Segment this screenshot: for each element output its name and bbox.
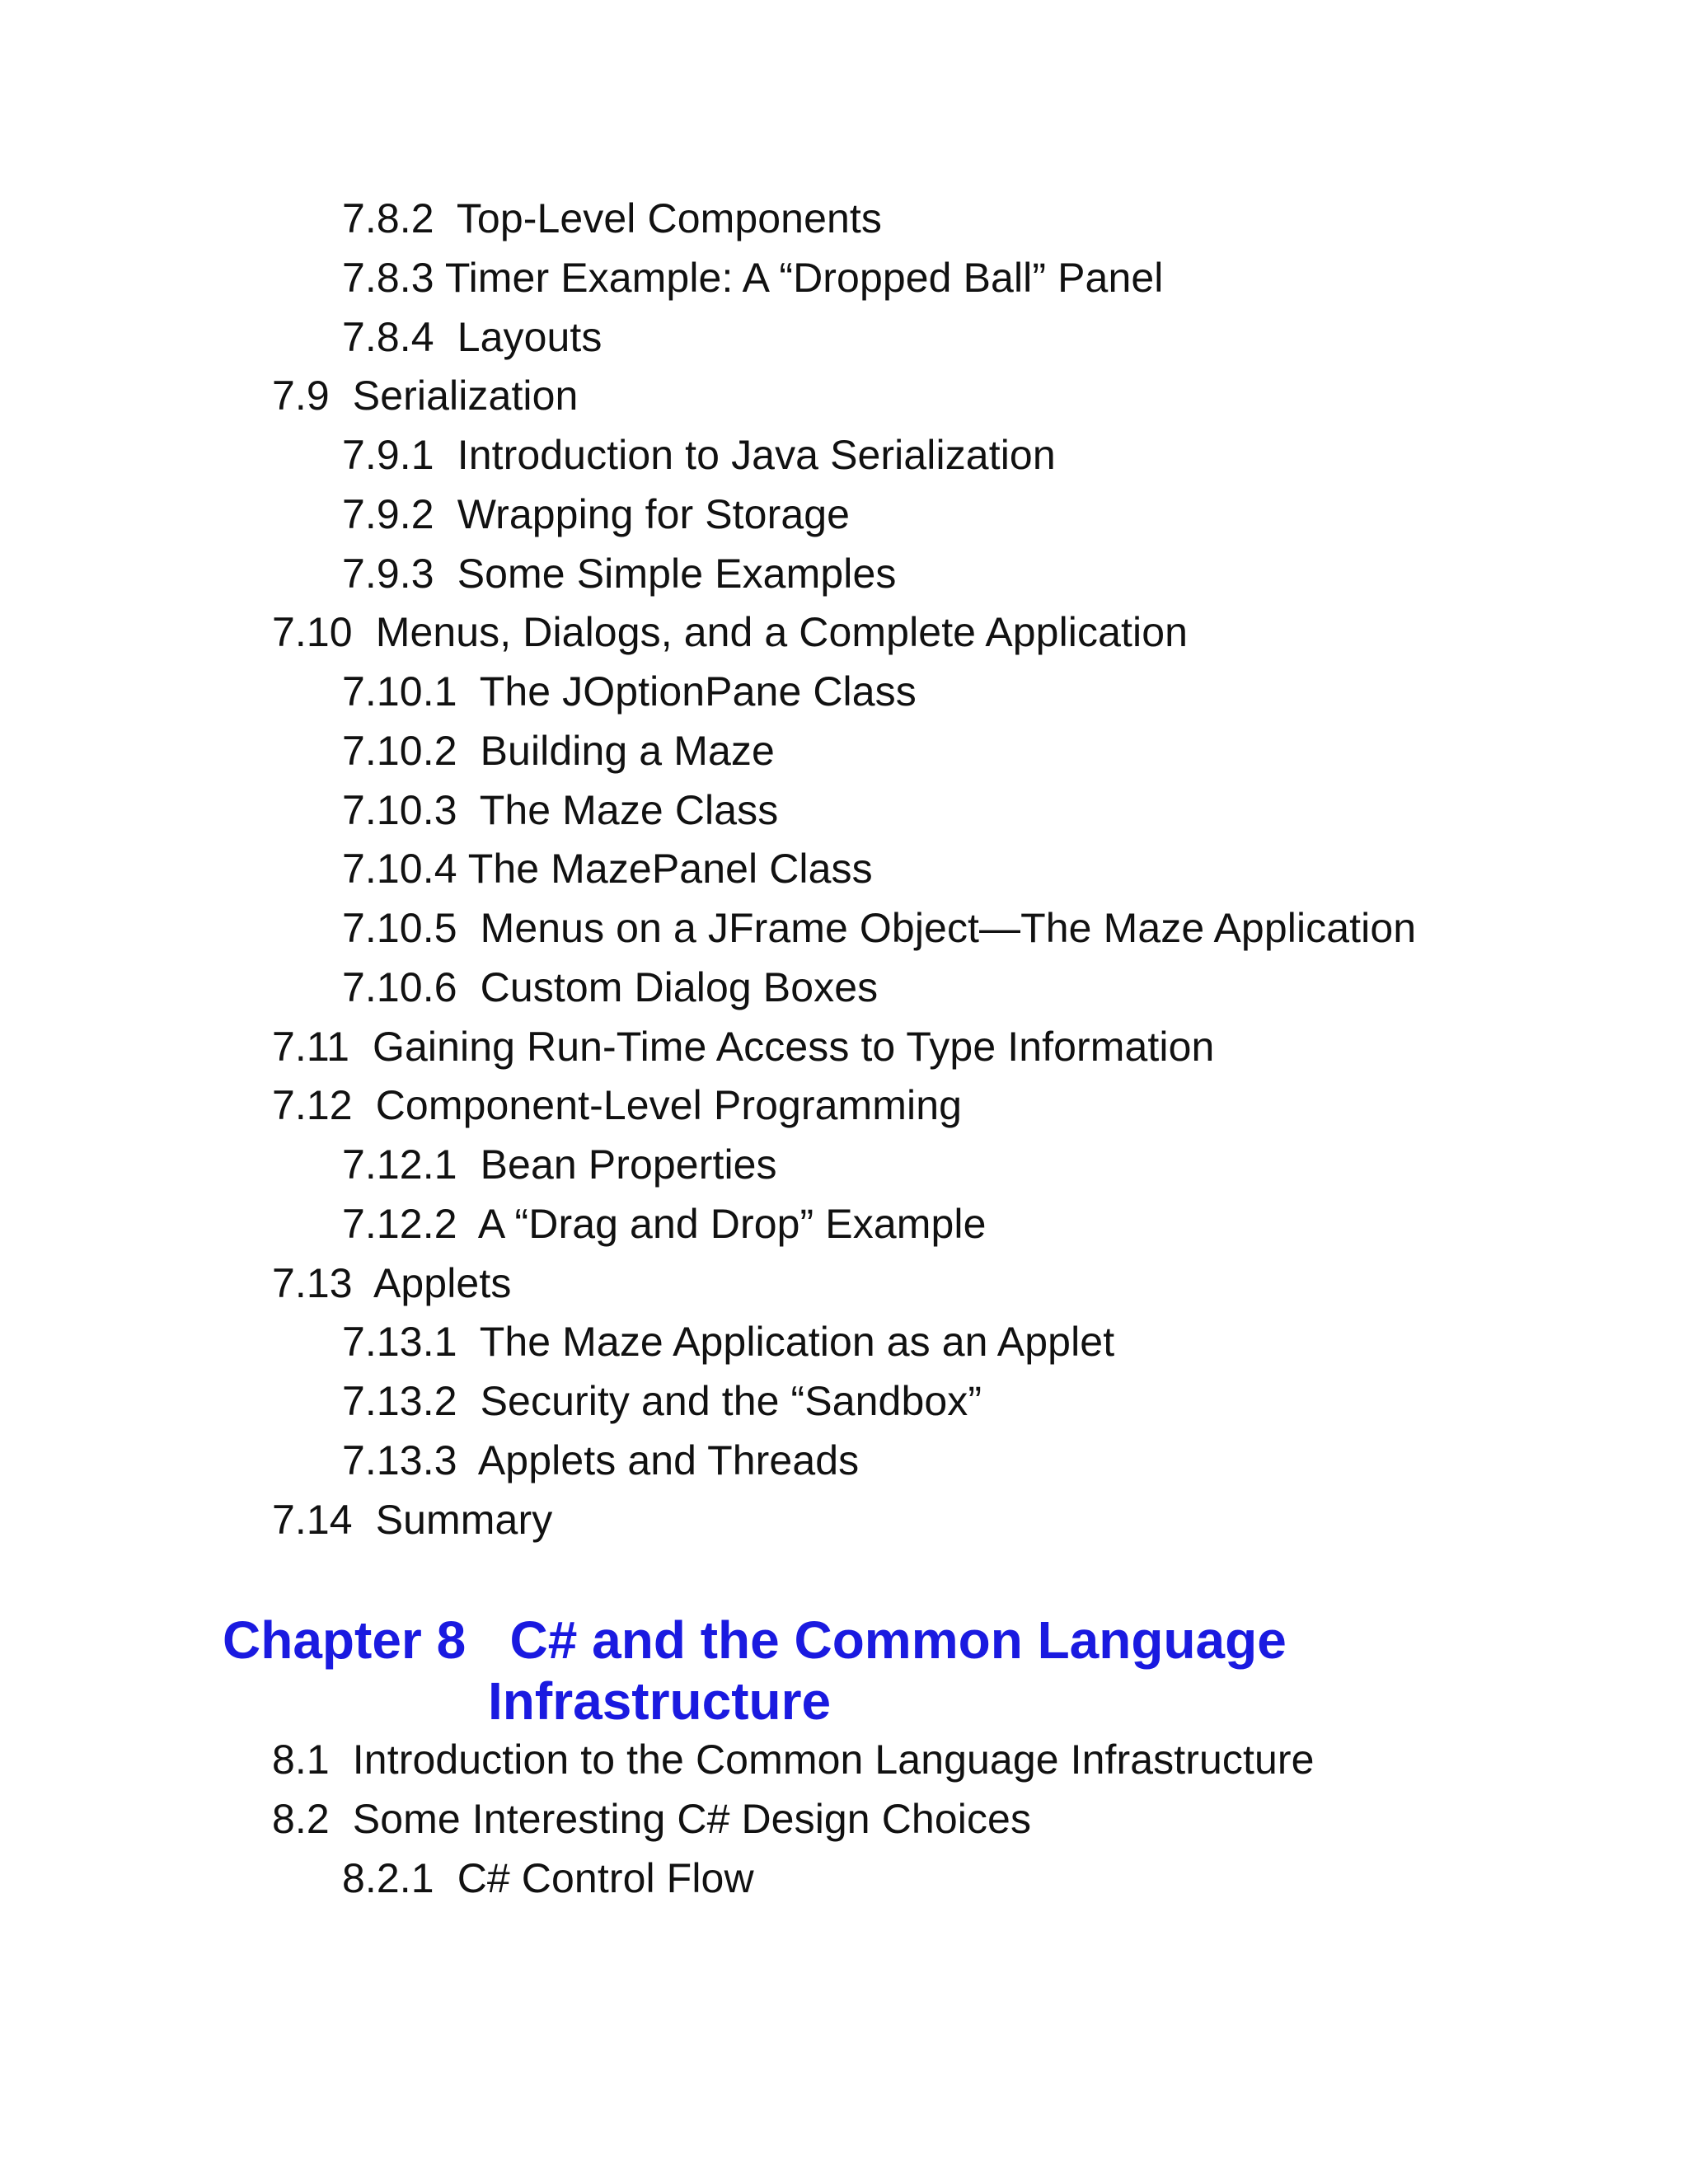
chapter-label: Chapter 8 bbox=[223, 1610, 467, 1670]
toc-entry-number: 7.9.3 bbox=[342, 551, 434, 597]
toc-entry-number: 7.9.1 bbox=[342, 432, 434, 478]
toc-entry-number: 7.10.4 bbox=[342, 846, 457, 892]
toc-entry-title: Building a Maze bbox=[480, 728, 775, 774]
toc-entry-title: Applets bbox=[373, 1260, 512, 1306]
toc-entry-number: 7.12 bbox=[272, 1082, 353, 1128]
toc-entry-number: 7.13.1 bbox=[342, 1319, 457, 1365]
toc-entry-title: Component-Level Programming bbox=[375, 1082, 963, 1128]
toc-entry-number: 7.14 bbox=[272, 1497, 353, 1543]
toc-entry bbox=[342, 726, 775, 776]
toc-entry bbox=[342, 312, 603, 362]
toc-entry-title: Timer Example: A “Dropped Ball” Panel bbox=[444, 255, 1164, 301]
toc-entry-number: 7.12.1 bbox=[342, 1141, 457, 1188]
toc-entry bbox=[342, 549, 896, 598]
toc-entry-title: The MazePanel Class bbox=[467, 846, 873, 892]
toc-entry bbox=[342, 844, 873, 893]
toc-entry bbox=[342, 490, 850, 539]
toc-entry bbox=[342, 1317, 1114, 1366]
toc-entry-number: 7.10.5 bbox=[342, 905, 457, 951]
toc-entry bbox=[342, 194, 882, 243]
toc-entry bbox=[342, 1376, 982, 1426]
toc-entry-title: Top-Level Components bbox=[456, 195, 882, 241]
toc-entry bbox=[342, 903, 1416, 953]
toc-entry-title: Gaining Run-Time Access to Type Information bbox=[373, 1024, 1215, 1070]
toc-entry-number: 7.10.2 bbox=[342, 728, 457, 774]
toc-entry-number: 7.11 bbox=[272, 1024, 350, 1070]
toc-entry-title: Summary bbox=[375, 1497, 553, 1543]
chapter-heading bbox=[223, 1610, 1287, 1732]
toc-entry bbox=[272, 1735, 1315, 1784]
toc-entry-title: Bean Properties bbox=[480, 1141, 777, 1188]
toc-entry-title: Introduction to Java Serialization bbox=[457, 432, 1056, 478]
toc-entry bbox=[272, 1022, 1214, 1071]
toc-entry-number: 7.10.3 bbox=[342, 787, 457, 833]
toc-entry bbox=[272, 1495, 552, 1544]
toc-entry-title: Menus on a JFrame Object—The Maze Application bbox=[480, 905, 1417, 951]
toc-entry-number: 8.1 bbox=[272, 1736, 330, 1783]
chapter-title-line2: Infrastructure bbox=[488, 1671, 832, 1731]
toc-entry-title: The Maze Application as an Applet bbox=[479, 1319, 1115, 1365]
toc-entry-title: C# Control Flow bbox=[457, 1855, 754, 1901]
toc-entry-number: 7.8.2 bbox=[342, 195, 434, 241]
toc-entry-number: 7.8.4 bbox=[342, 314, 434, 360]
toc-entry-title: Security and the “Sandbox” bbox=[480, 1378, 982, 1424]
toc-entry-number: 8.2.1 bbox=[342, 1855, 434, 1901]
toc-entry bbox=[342, 1436, 859, 1485]
toc-entry-title: Wrapping for Storage bbox=[457, 491, 851, 537]
toc-entry bbox=[342, 667, 917, 716]
toc-entry bbox=[272, 371, 578, 420]
toc-entry-title: Some Simple Examples bbox=[457, 551, 897, 597]
toc-entry bbox=[342, 1199, 987, 1249]
toc-entry-title: Introduction to the Common Language Infrastructure bbox=[352, 1736, 1315, 1783]
toc-entry bbox=[272, 1258, 511, 1308]
toc-entry-number: 7.10.1 bbox=[342, 668, 457, 715]
toc-entry bbox=[342, 1854, 754, 1903]
toc-entry bbox=[342, 785, 778, 835]
toc-entry-title: Applets and Threads bbox=[477, 1437, 860, 1483]
toc-entry-number: 7.10 bbox=[272, 609, 353, 655]
toc-entry-number: 7.13 bbox=[272, 1260, 353, 1306]
toc-entry bbox=[342, 253, 1163, 302]
toc-entry-number: 7.13.2 bbox=[342, 1378, 457, 1424]
chapter-title-line1: C# and the Common Language bbox=[509, 1610, 1287, 1670]
toc-entry bbox=[342, 1140, 777, 1189]
toc-entry-number: 7.10.6 bbox=[342, 964, 457, 1010]
toc-entry-title: A “Drag and Drop” Example bbox=[477, 1201, 987, 1247]
toc-entry-number: 7.12.2 bbox=[342, 1201, 457, 1247]
toc-entry bbox=[342, 963, 878, 1012]
toc-entry-number: 7.9.2 bbox=[342, 491, 434, 537]
toc-entry-title: Some Interesting C# Design Choices bbox=[352, 1796, 1032, 1842]
toc-entry bbox=[272, 1080, 962, 1130]
toc-entry-title: Serialization bbox=[352, 373, 579, 419]
toc-entry-title: The Maze Class bbox=[479, 787, 779, 833]
toc-entry-number: 7.8.3 bbox=[342, 255, 434, 301]
toc-entry-title: The JOptionPane Class bbox=[479, 668, 917, 715]
toc-entry-title: Layouts bbox=[457, 314, 603, 360]
toc-entry bbox=[342, 430, 1056, 480]
toc-entry bbox=[272, 1794, 1031, 1844]
toc-entry-number: 7.9 bbox=[272, 373, 330, 419]
toc-entry bbox=[272, 607, 1188, 657]
toc-entry-number: 7.13.3 bbox=[342, 1437, 457, 1483]
toc-entry-title: Menus, Dialogs, and a Complete Application bbox=[375, 609, 1189, 655]
toc-entry-number: 8.2 bbox=[272, 1796, 330, 1842]
toc-entry-title: Custom Dialog Boxes bbox=[480, 964, 879, 1010]
